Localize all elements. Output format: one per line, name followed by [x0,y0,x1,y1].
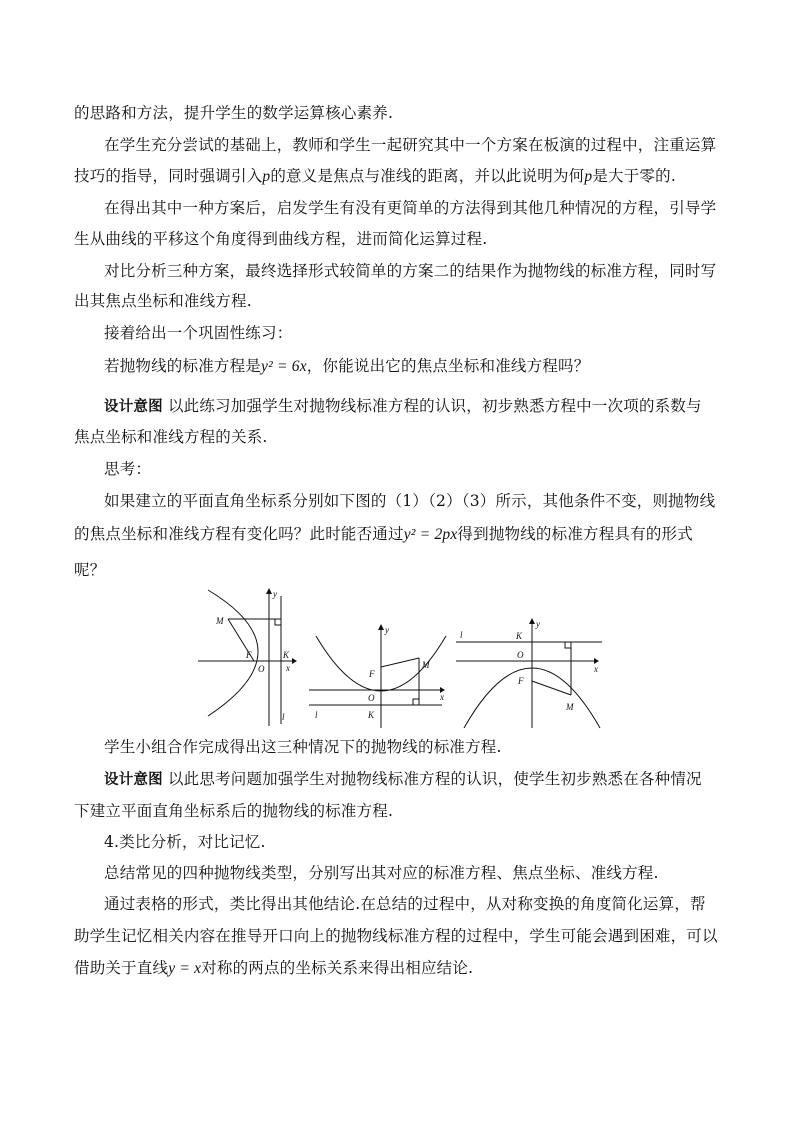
text-line: 接着给出一个巩固性练习： [104,324,293,342]
math-p: p [584,168,593,185]
text-line: 在学生充分尝试的基础上，教师和学生一起研究其中一个方案在板演的过程中，注重运算 [104,136,717,154]
text-line: 学生小组合作完成得出这三种情况下的抛物线的标准方程. [104,738,502,756]
text-line: 借助关于直线y = x对称的两点的坐标关系来得出相应结论. [74,959,474,977]
text-line: 助学生记忆相关内容在推导开口向上的抛物线标准方程的过程中，学生可能会遇到困难，可以 [74,927,718,945]
fig2-label-l: l [315,710,318,720]
fig1-label-K: K [283,650,290,660]
text-line: 通过表格的形式，类比得出其他结论.在总结的过程中，从对称变换的角度简化运算，帮 [104,895,706,913]
fig2-label-F: F [369,669,375,679]
fig1-label-l: l [282,712,285,722]
fig3-mf-segment [532,681,571,695]
fig3-label-F: F [518,676,524,686]
fig2-label-K: K [368,710,375,720]
fig2-label-y: y [385,625,389,635]
fig3-label-K: K [516,631,523,641]
design-intent-label: 设计意图 [104,772,163,788]
fig1-label-x: x [286,663,290,673]
fig2-label-M: M [422,660,430,670]
fig2-mf-segment [381,658,419,667]
text-line: 生从曲线的平移这个角度得到曲线方程，进而简化运算过程. [74,230,488,248]
text-line: 总结常见的四种抛物线类型，分别写出其对应的标准方程、焦点坐标、准线方程. [104,864,659,882]
fig1-label-O: O [258,664,265,674]
text-line: 在得出其中一种方案后，启发学生有没有更简单的方法得到其他几种情况的方程，引导学 [104,199,717,217]
fig3-label-M: M [566,702,574,712]
text-line: 设计意图 以此练习加强学生对抛物线标准方程的认识，初步熟悉方程中一次项的系数与 [104,397,702,415]
fig1-label-y: y [273,589,277,599]
text-line: 焦点坐标和准线方程的关系. [74,428,268,446]
text-line: 若抛物线的标准方程是y² = 6x，你能说出它的焦点坐标和准线方程吗？ [104,357,590,375]
fig2-label-x: x [440,692,444,702]
math-p: p [262,168,271,185]
fig3-label-O: O [517,650,524,660]
text-line: 如果建立的平面直角坐标系分别如下图的（1）（2）（3）所示，其他条件不变，则抛物线 [104,492,716,510]
text-line: 设计意图 以此思考问题加强学生对抛物线标准方程的认识，使学生初步熟悉在各种情况 [104,770,702,788]
text-line: 的焦点坐标和准线方程有变化吗？此时能否通过y² = 2px得到抛物线的标准方程具有的形式 [74,525,693,543]
text-line: 下建立平面直角坐标系后的抛物线的标准方程. [74,802,394,820]
text-line: 技巧的指导，同时强调引入p的意义是焦点与准线的距离，并以此说明为何p是大于零的. [74,167,676,185]
math-equation: y² = 6x [261,358,307,375]
text-line: 的思路和方法，提升学生的数学运算核心素养. [74,104,394,122]
text-line: 思考： [104,460,152,478]
text-line: 4.类比分析，对比记忆. [104,833,266,851]
design-intent-label: 设计意图 [104,399,163,415]
parabola-diagrams-svg [196,588,616,730]
fig2-label-O: O [368,693,375,703]
fig1-label-F: F [246,650,252,660]
fig3-label-x: x [594,664,598,674]
fig3-label-y: y [536,619,540,629]
parabola-figures [196,588,616,730]
text-line: 呢？ [74,561,106,579]
fig1-label-M: M [216,616,224,626]
text-line: 对比分析三种方案，最终选择形式较简单的方案二的结果作为抛物线的标准方程，同时写 [104,262,717,280]
figure-3 [456,618,602,728]
figure-2 [309,624,446,728]
math-equation: y = x [168,960,202,977]
math-equation: y² = 2px [403,526,458,543]
fig3-label-l: l [460,630,463,640]
text-line: 出其焦点坐标和准线方程. [74,292,252,310]
